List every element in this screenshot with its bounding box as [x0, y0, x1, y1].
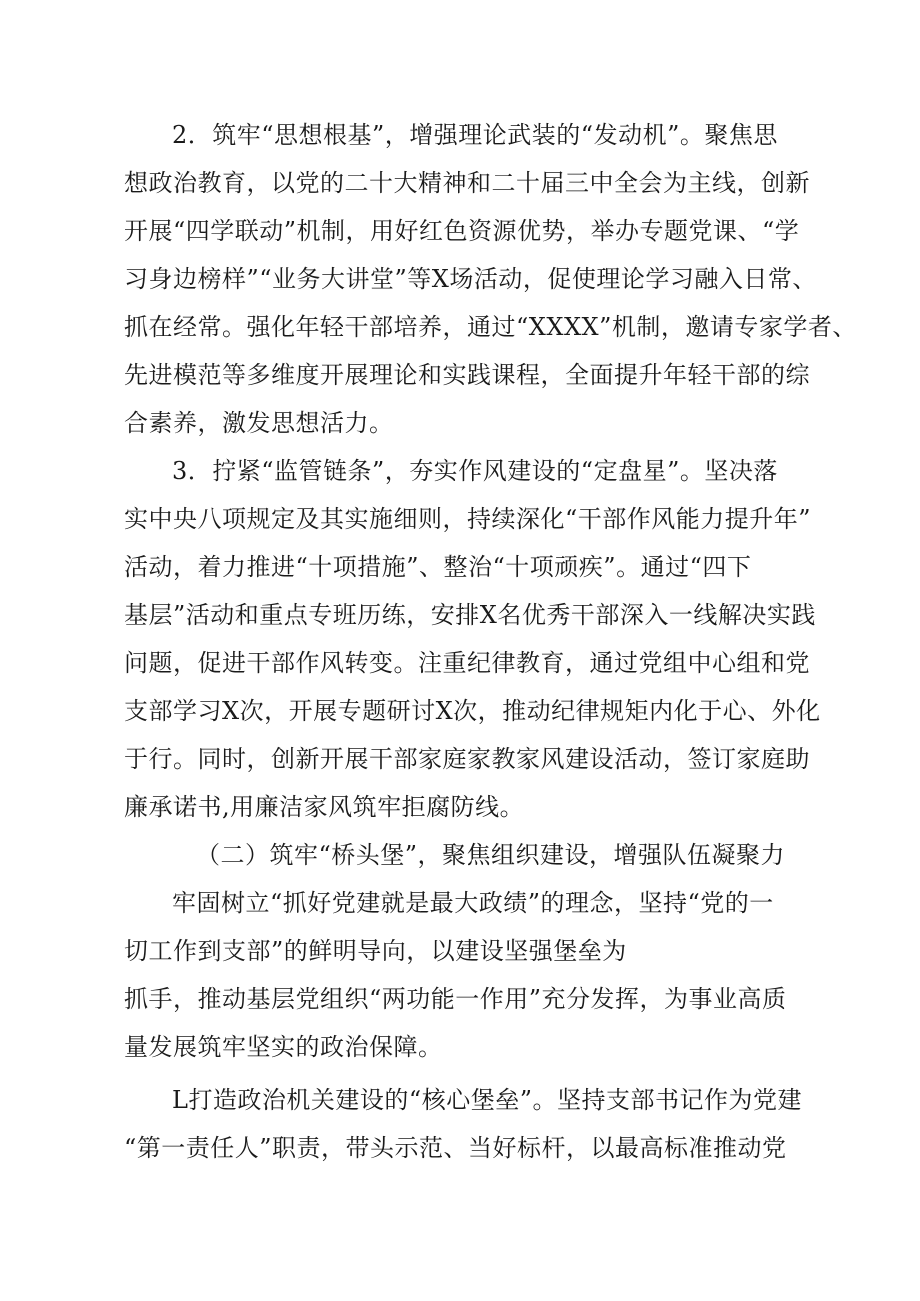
text-line-12: 问题，促进干部作风转变。注重纪律教育，通过党组中心组和党	[124, 649, 810, 677]
text-line-11: 基层”活动和重点专班历练，安排X名优秀干部深入一线解决实践	[124, 601, 816, 629]
text-line-9: 实中央八项规定及其实施细则，持续深化“干部作风能力提升年”	[124, 505, 812, 533]
text-line-4: 习身边榜样”“业务大讲堂”等X场活动，促使理论学习融入日常、	[124, 265, 817, 293]
text-line-18: 切工作到支部”的鲜明导向，以建设坚强堡垒为	[124, 937, 627, 965]
text-line-22: “第一责任人”职责，带头示范、当好标杆，以最高标准推动党	[124, 1134, 787, 1162]
text-line-15: 廉承诺书,用廉洁家风筑牢拒腐防线。	[124, 793, 525, 821]
text-line-5: 抓在经常。强化年轻干部培养，通过“XXXX”机制，邀请专家学者、	[124, 313, 857, 341]
section-heading: （二）筑牢“桥头堡”，聚焦组织建设，增强队伍凝聚力	[196, 841, 786, 869]
text-line-13: 支部学习X次，开展专题研讨X次，推动纪律规矩内化于心、外化	[124, 697, 821, 725]
text-line-8: 3．拧紧“监管链条”，夯实作风建设的“定盘星”。坚决落	[172, 457, 778, 485]
text-line-10: 活动，着力推进“十项措施”、整治“十项顽疾”。通过“四下	[124, 553, 752, 581]
text-line-1: 2．筑牢“思想根基”，增强理论武装的“发动机”。聚焦思	[172, 121, 778, 149]
text-line-19: 抓手，推动基层党组织“两功能一作用”充分发挥，为事业高质	[124, 985, 787, 1013]
text-line-17: 牢固树立“抓好党建就是最大政绩”的理念，坚持“党的一	[172, 889, 774, 917]
text-line-14: 于行。同时，创新开展干部家庭家教家风建设活动，签订家庭助	[124, 745, 810, 773]
text-line-21: L打造政治机关建设的“核心堡垒”。坚持支部书记作为党建	[172, 1086, 802, 1114]
text-line-3: 开展“四学联动”机制，用好红色资源优势，举办专题党课、“学	[124, 217, 800, 245]
text-line-7: 合素养，激发思想活力。	[124, 409, 394, 437]
text-line-20: 量发展筑牢坚实的政治保障。	[124, 1033, 443, 1061]
text-line-6: 先进模范等多维度开展理论和实践课程，全面提升年轻干部的综	[124, 361, 810, 389]
text-line-2: 想政治教育，以党的二十大精神和二十届三中全会为主线，创新	[124, 169, 810, 197]
